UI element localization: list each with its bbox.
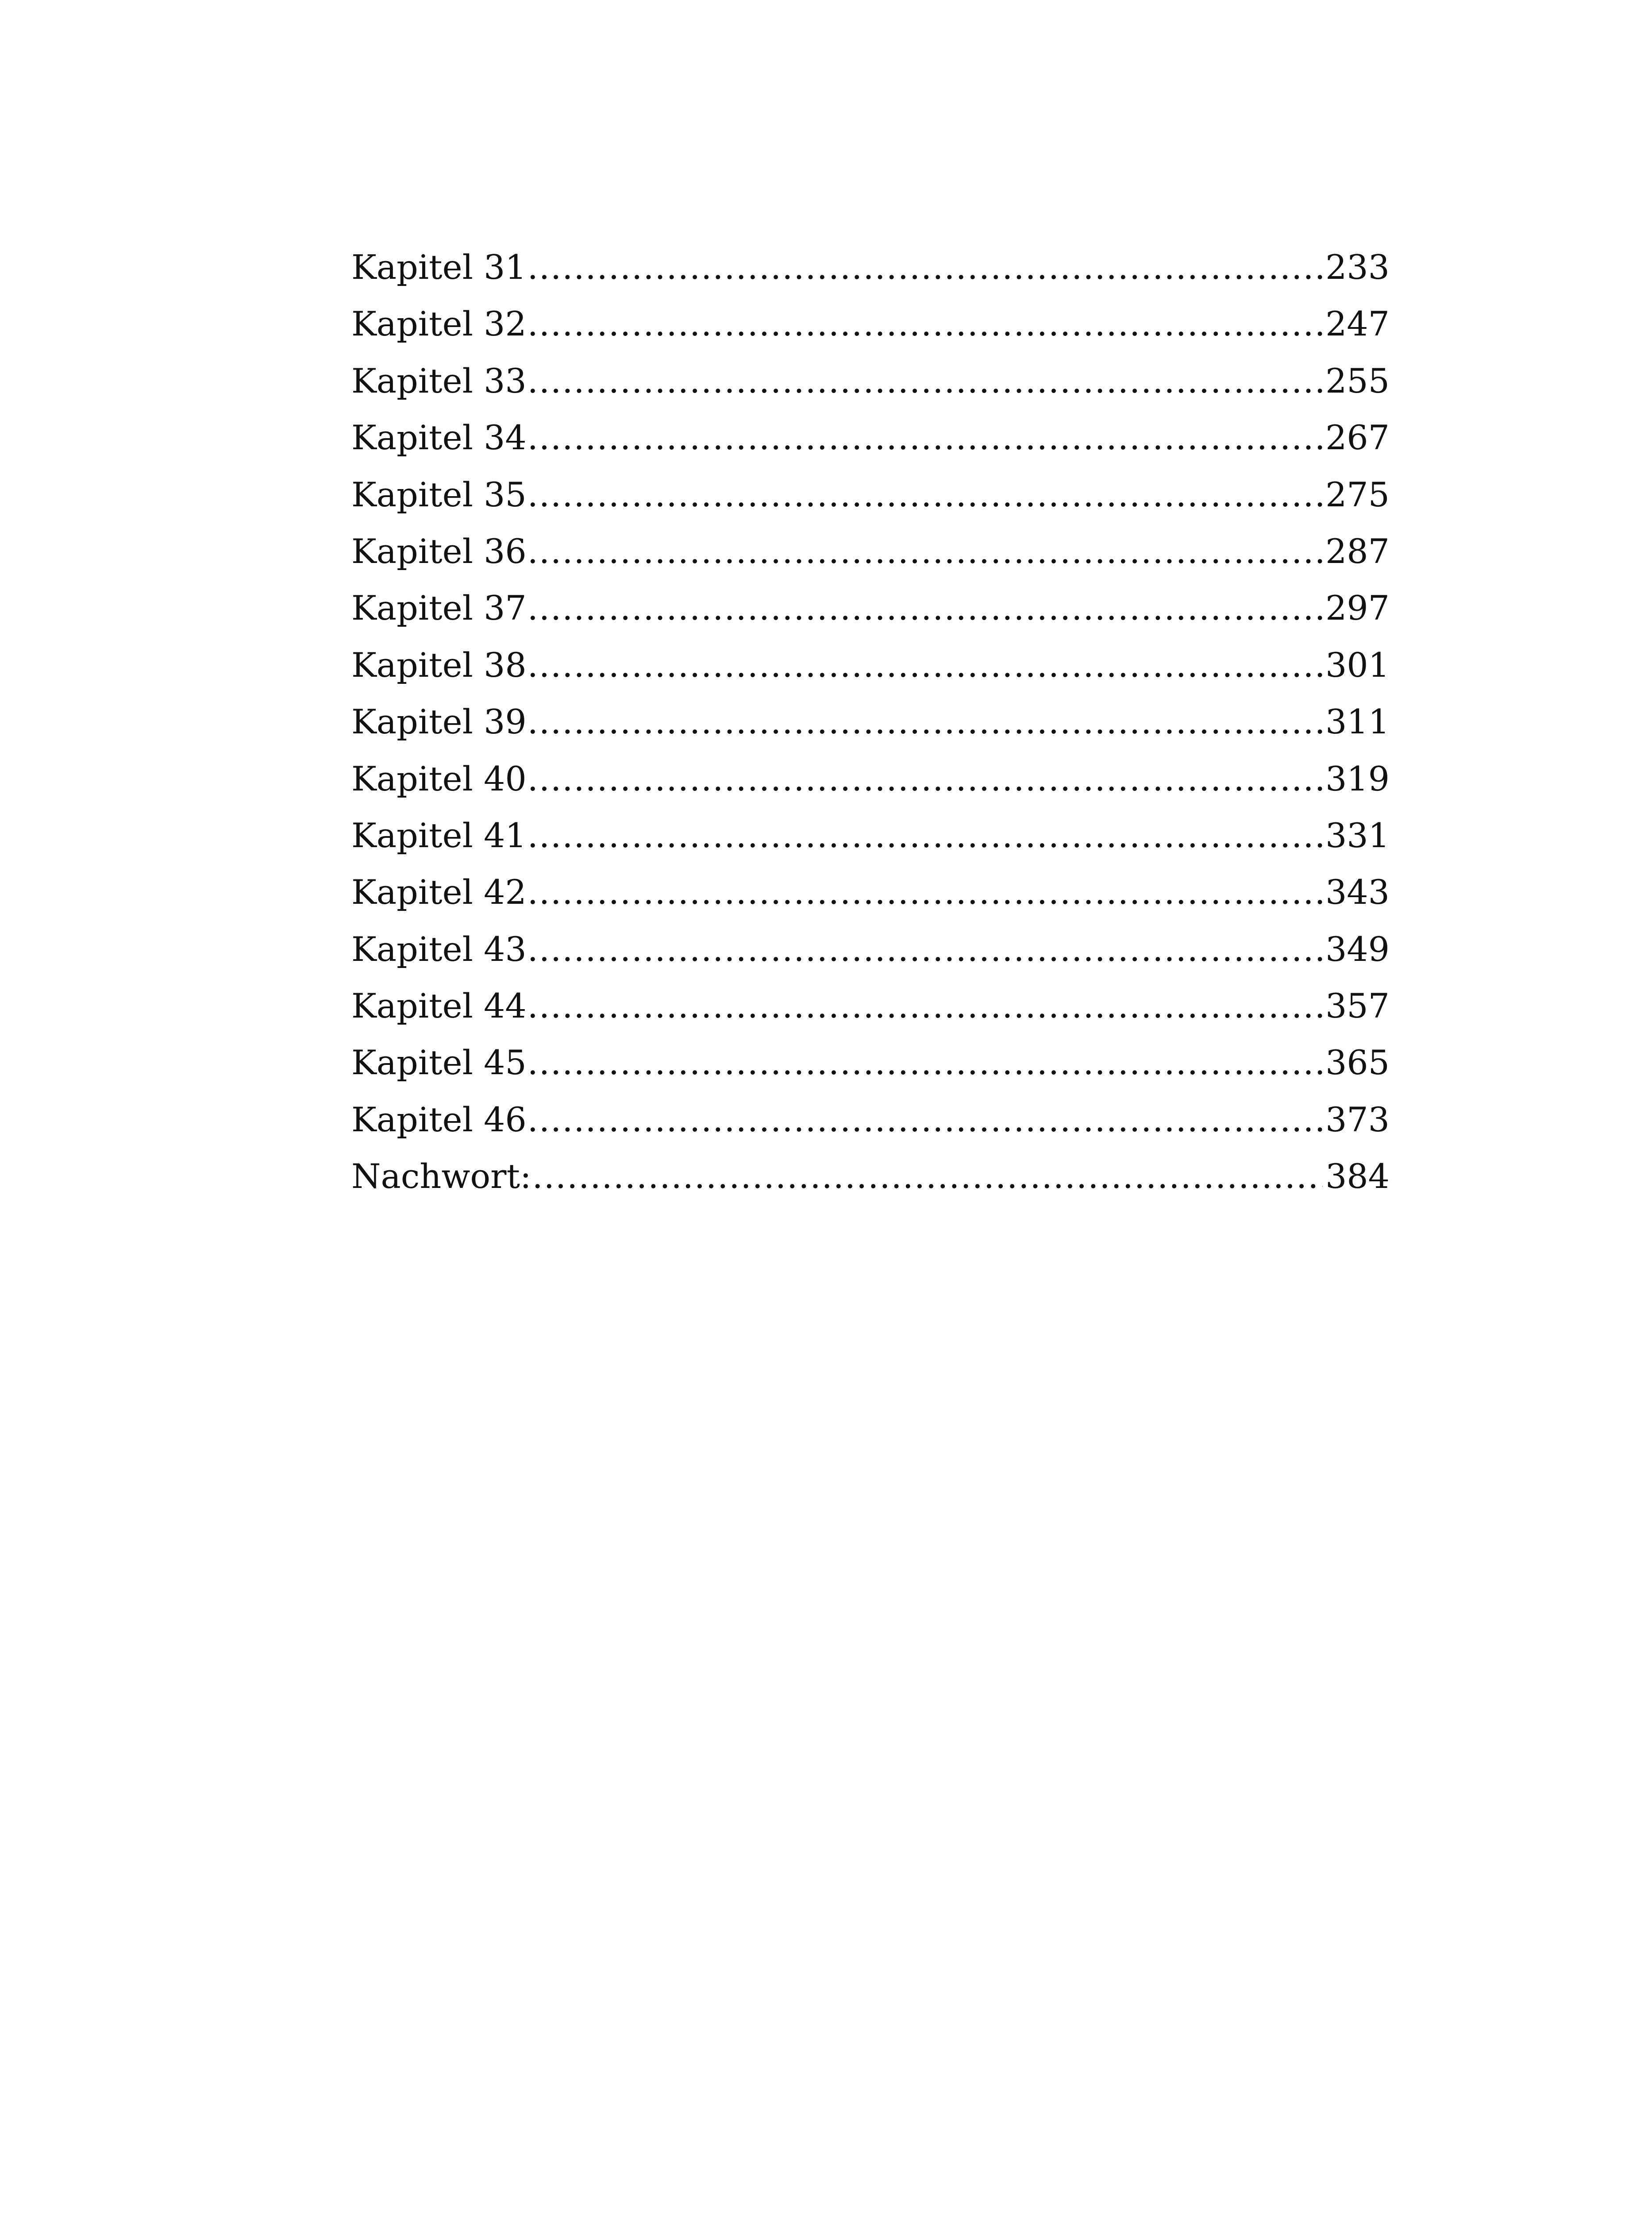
dot-leader [528, 523, 1323, 580]
toc-entry-kapitel-43 [351, 921, 1390, 978]
toc-entry-label: Kapitel 37 [351, 588, 527, 628]
toc-entry-page: 331 [1325, 815, 1390, 855]
toc-entry-kapitel-34 [351, 409, 1390, 466]
toc-entry-label: Kapitel 40 [351, 759, 527, 798]
toc-entry-page: 255 [1325, 361, 1390, 401]
dot-leader [528, 1034, 1323, 1091]
toc-entry-nachwort [351, 1148, 1390, 1205]
toc-entry-label: Kapitel 45 [351, 1043, 527, 1083]
toc-entry-label: Kapitel 36 [351, 531, 527, 571]
toc-entry-page: 319 [1325, 759, 1390, 798]
toc-entry-kapitel-36 [351, 523, 1390, 580]
toc-entry-page: 349 [1325, 929, 1390, 969]
toc-entry-kapitel-39 [351, 694, 1390, 750]
toc-entry-page: 287 [1325, 531, 1390, 571]
dot-leader [528, 296, 1323, 352]
dot-leader [528, 637, 1323, 694]
toc-entry-label: Kapitel 38 [351, 645, 527, 685]
toc-entry-page: 301 [1325, 645, 1390, 685]
dot-leader [528, 1091, 1323, 1148]
dot-leader [528, 694, 1323, 750]
toc-entry-label: Kapitel 32 [351, 304, 527, 344]
toc-entry-kapitel-45 [351, 1034, 1390, 1091]
toc-entry-kapitel-42 [351, 864, 1390, 921]
toc-entry-page: 343 [1325, 872, 1390, 912]
toc-entry-label: Kapitel 35 [351, 474, 527, 514]
table-of-contents [351, 239, 1390, 1205]
toc-entry-label: Kapitel 33 [351, 361, 527, 401]
dot-leader [528, 864, 1323, 921]
dot-leader [532, 1148, 1323, 1205]
toc-entry-label: Kapitel 31 [351, 247, 527, 287]
dot-leader [528, 921, 1323, 978]
dot-leader [528, 978, 1323, 1034]
toc-entry-label: Kapitel 41 [351, 815, 527, 855]
toc-entry-page: 311 [1325, 702, 1390, 742]
toc-entry-kapitel-46 [351, 1091, 1390, 1148]
toc-entry-label: Kapitel 42 [351, 872, 527, 912]
toc-entry-kapitel-33 [351, 353, 1390, 409]
toc-entry-label: Kapitel 34 [351, 418, 527, 458]
toc-entry-kapitel-32 [351, 296, 1390, 352]
toc-entry-label: Kapitel 44 [351, 986, 527, 1026]
toc-entry-kapitel-40 [351, 751, 1390, 807]
dot-leader [528, 409, 1323, 466]
toc-entry-page: 247 [1325, 304, 1390, 344]
toc-entry-page: 384 [1325, 1157, 1390, 1196]
toc-entry-page: 233 [1325, 247, 1390, 287]
dot-leader [528, 467, 1323, 523]
toc-entry-label: Kapitel 43 [351, 929, 527, 969]
dot-leader [528, 353, 1323, 409]
dot-leader [528, 751, 1323, 807]
toc-entry-page: 357 [1325, 986, 1390, 1026]
toc-entry-label: Kapitel 39 [351, 702, 527, 742]
dot-leader [528, 807, 1323, 864]
dot-leader [528, 580, 1323, 636]
toc-entry-kapitel-35 [351, 467, 1390, 523]
toc-entry-page: 373 [1325, 1099, 1390, 1139]
toc-entry-kapitel-44 [351, 978, 1390, 1034]
toc-entry-kapitel-37 [351, 580, 1390, 636]
toc-entry-page: 365 [1325, 1043, 1390, 1083]
toc-entry-page: 267 [1325, 418, 1390, 458]
toc-entry-page: 297 [1325, 588, 1390, 628]
dot-leader [528, 239, 1323, 296]
toc-entry-kapitel-41 [351, 807, 1390, 864]
toc-entry-label: Kapitel 46 [351, 1099, 527, 1139]
toc-entry-kapitel-38 [351, 637, 1390, 694]
toc-entry-kapitel-31 [351, 239, 1390, 296]
toc-entry-label: Nachwort: [351, 1157, 531, 1196]
toc-entry-page: 275 [1325, 474, 1390, 514]
